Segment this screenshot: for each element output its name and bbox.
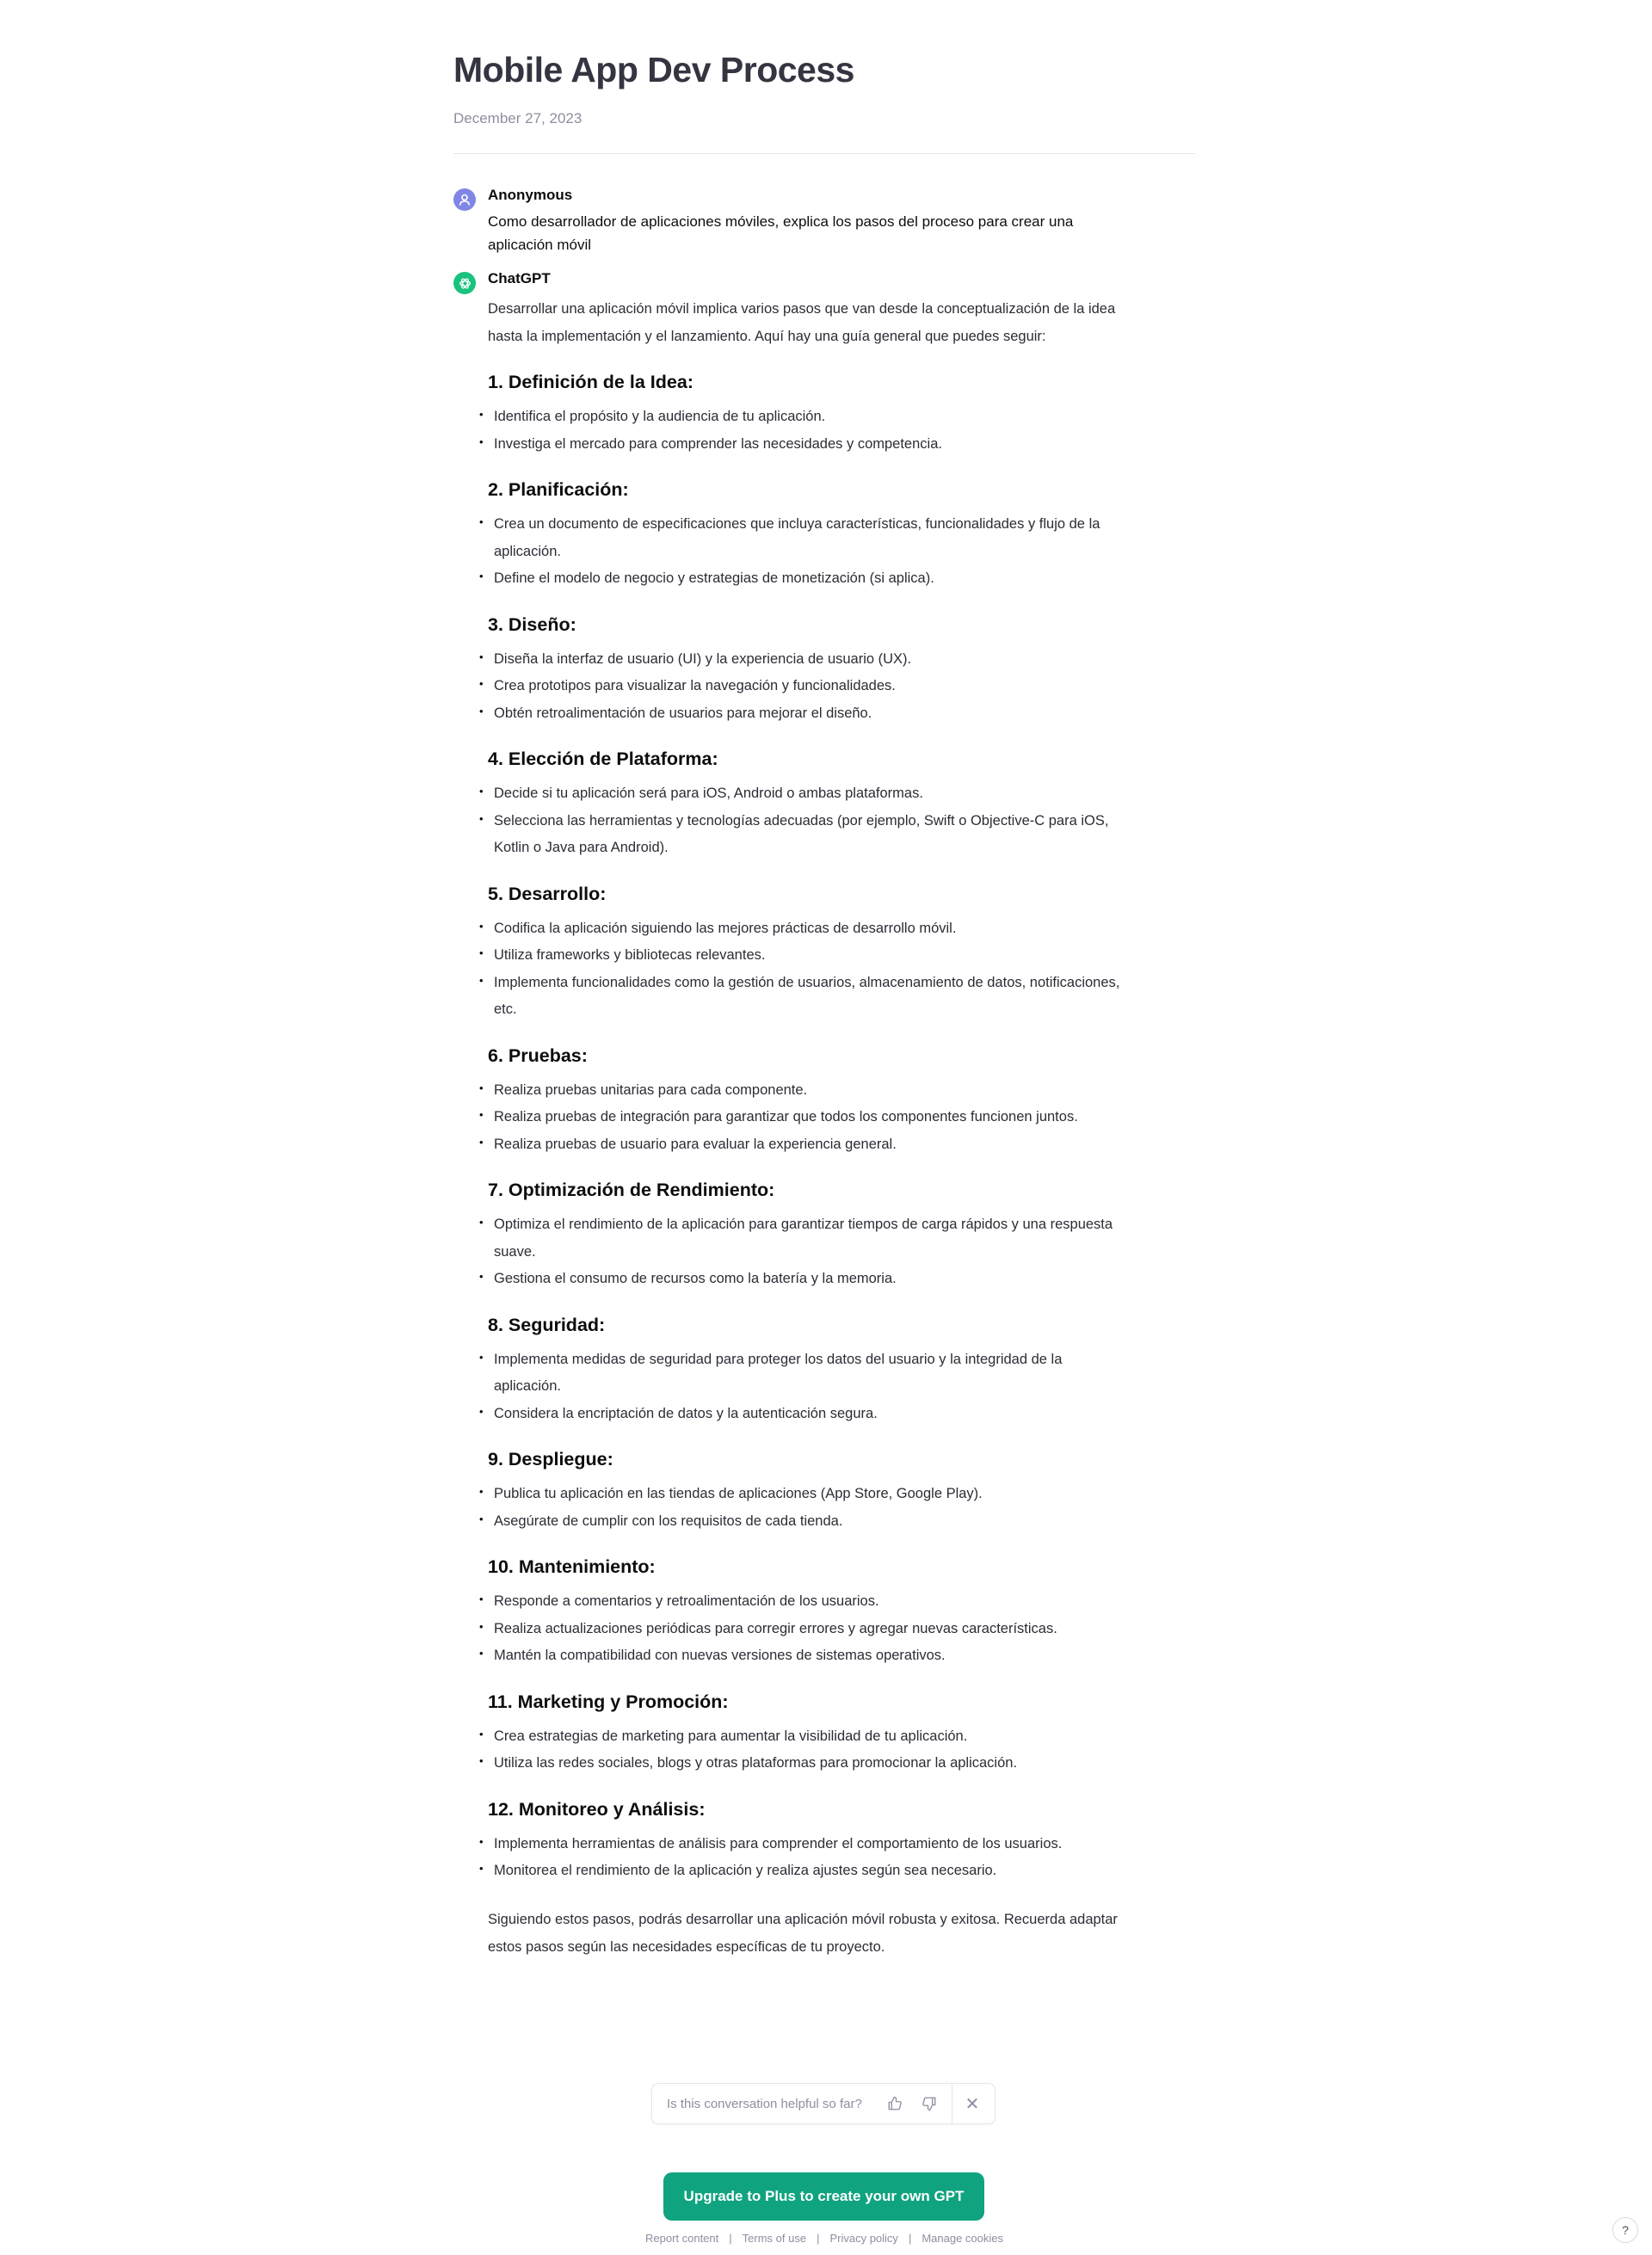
list-item: • Realiza pruebas de integración para garantizar que todos los componentes funcionen juntos. [488, 1104, 1125, 1131]
list-item: • Realiza actualizaciones periódicas para corregir errores y agregar nuevas características. [488, 1616, 1125, 1643]
footer-links [626, 2232, 1023, 2245]
section-heading: 10. Mantenimiento: [488, 1556, 656, 1577]
list-item: • Crea estrategias de marketing para aumentar la visibilidad de tu aplicación. [488, 1723, 1125, 1751]
section-heading: 6. Pruebas: [488, 1044, 588, 1066]
section-heading: 2. Planificación: [488, 479, 629, 500]
list-item: • Responde a comentarios y retroalimentación de los usuarios. [488, 1588, 1125, 1616]
report-content-link[interactable]: Report content [644, 2232, 719, 2245]
bullet-list [488, 780, 1125, 862]
footer-separator: | [729, 2232, 732, 2245]
help-button[interactable]: ? [1612, 2217, 1638, 2243]
feedback-bar [651, 2083, 996, 2124]
response-section [488, 1554, 1125, 1670]
close-icon[interactable]: ✕ [965, 2094, 980, 2114]
response-section [488, 881, 1125, 1024]
response-section [488, 369, 1125, 458]
user-message-text: Como desarrollador de aplicaciones móviles, explica los pasos del proceso para crear una aplicación móvil [488, 213, 1074, 253]
user-avatar-icon [453, 188, 476, 211]
header-divider [453, 153, 1195, 154]
list-item: • Mantén la compatibilidad con nuevas versiones de sistemas operativos. [488, 1642, 1125, 1670]
upgrade-to-plus-button[interactable]: Upgrade to Plus to create your own GPT [663, 2172, 984, 2221]
section-heading: 8. Seguridad: [488, 1314, 606, 1335]
bullet-list [488, 1077, 1125, 1159]
thumbs-down-icon[interactable] [912, 2084, 946, 2123]
response-closing: Siguiendo estos pasos, podrás desarrollar una aplicación móvil robusta y exitosa. Recuerda adaptar estos pasos según las necesidades específicas de tu proyecto. [488, 1911, 1118, 1955]
list-item: • Utiliza las redes sociales, blogs y otras plataformas para promocionar la aplicación. [488, 1750, 1125, 1778]
bullet-list [488, 1481, 1125, 1535]
list-item: • Asegúrate de cumplir con los requisitos de cada tienda. [488, 1508, 1125, 1536]
bullet-list [488, 1588, 1125, 1670]
manage-cookies-link[interactable]: Manage cookies [922, 2232, 1003, 2245]
list-item: • Implementa funcionalidades como la gestión de usuarios, almacenamiento de datos, notificaciones, etc. [488, 970, 1125, 1024]
list-item: • Define el modelo de negocio y estrategias de monetización (si aplica). [488, 565, 1125, 593]
list-item: • Crea prototipos para visualizar la navegación y funcionalidades. [488, 673, 1125, 700]
assistant-response [488, 295, 1125, 1961]
response-section [488, 1312, 1125, 1428]
response-section [488, 1446, 1125, 1535]
list-item: • Implementa medidas de seguridad para proteger los datos del usuario y la integridad de la aplicación. [488, 1346, 1125, 1401]
section-heading: 12. Monitoreo y Análisis: [488, 1798, 706, 1820]
bullet-list [488, 404, 1125, 458]
section-heading: 3. Diseño: [488, 613, 576, 635]
footer-separator: | [908, 2232, 912, 2245]
section-heading: 4. Elección de Plataforma: [488, 749, 718, 769]
bullet-list [488, 1346, 1125, 1428]
response-section [488, 746, 1125, 862]
list-item: • Optimiza el rendimiento de la aplicación para garantizar tiempos de carga rápidos y una respuesta suave. [488, 1211, 1125, 1266]
list-item: • Utiliza frameworks y bibliotecas relevantes. [488, 942, 1125, 970]
list-item: • Gestiona el consumo de recursos como la batería y la memoria. [488, 1266, 1125, 1293]
list-item: • Obtén retroalimentación de usuarios para mejorar el diseño. [488, 700, 1125, 728]
list-item: • Selecciona las herramientas y tecnologías adecuadas (por ejemplo, Swift o Objective-C para iOS, Kotlin o Java para Android). [488, 808, 1125, 862]
list-item: • Monitorea el rendimiento de la aplicación y realiza ajustes según sea necesario. [488, 1858, 1125, 1885]
section-heading: 11. Marketing y Promoción: [488, 1691, 729, 1712]
list-item: • Decide si tu aplicación será para iOS, Android o ambas plataformas. [488, 780, 1125, 808]
list-item: • Crea un documento de especificaciones que incluya características, funcionalidades y flujo de la aplicación. [488, 511, 1125, 565]
section-heading: 9. Despliegue: [488, 1449, 613, 1469]
terms-of-use-link[interactable]: Terms of use [742, 2232, 807, 2245]
chatgpt-logo-icon [453, 272, 476, 294]
bullet-list [488, 646, 1125, 728]
list-item: • Identifica el propósito y la audiencia de tu aplicación. [488, 404, 1125, 431]
feedback-prompt: Is this conversation helpful so far? [667, 2096, 862, 2111]
response-section [488, 612, 1125, 728]
privacy-policy-link[interactable]: Privacy policy [829, 2232, 898, 2245]
bullet-list [488, 1211, 1125, 1293]
response-section [488, 1796, 1125, 1885]
list-item: • Investiga el mercado para comprender las necesidades y competencia. [488, 431, 1125, 459]
conversation-date: December 27, 2023 [453, 110, 583, 126]
assistant-author-name: ChatGPT [488, 270, 551, 286]
bullet-list [488, 915, 1125, 1024]
list-item: • Realiza pruebas de usuario para evaluar la experiencia general. [488, 1131, 1125, 1159]
response-section [488, 1043, 1125, 1159]
response-section [488, 1177, 1125, 1293]
list-item: • Codifica la aplicación siguiendo las mejores prácticas de desarrollo móvil. [488, 915, 1125, 943]
page-title: Mobile App Dev Process [453, 50, 854, 89]
list-item: • Publica tu aplicación en las tiendas de aplicaciones (App Store, Google Play). [488, 1481, 1125, 1508]
response-section [488, 1689, 1125, 1778]
bullet-list [488, 1723, 1125, 1778]
bullet-list [488, 511, 1125, 593]
footer-separator: | [817, 2232, 820, 2245]
response-section [488, 477, 1125, 593]
list-item: • Diseña la interfaz de usuario (UI) y la experiencia de usuario (UX). [488, 646, 1125, 674]
list-item: • Realiza pruebas unitarias para cada componente. [488, 1077, 1125, 1105]
response-sections [488, 369, 1125, 1885]
thumbs-up-icon[interactable] [878, 2084, 912, 2123]
section-heading: 1. Definición de la Idea: [488, 372, 693, 392]
list-item: • Considera la encriptación de datos y la autenticación segura. [488, 1401, 1125, 1428]
bullet-list [488, 1831, 1125, 1885]
section-heading: 7. Optimización de Rendimiento: [488, 1180, 775, 1200]
response-intro: Desarrollar una aplicación móvil implica varios pasos que van desde la conceptualización de la idea hasta la implementación y el lanzamiento. Aquí hay una guía general que puedes seguir: [488, 301, 1116, 344]
list-item: • Implementa herramientas de análisis para comprender el comportamiento de los usuarios. [488, 1831, 1125, 1858]
section-heading: 5. Desarrollo: [488, 883, 607, 904]
user-author-name: Anonymous [488, 187, 573, 203]
